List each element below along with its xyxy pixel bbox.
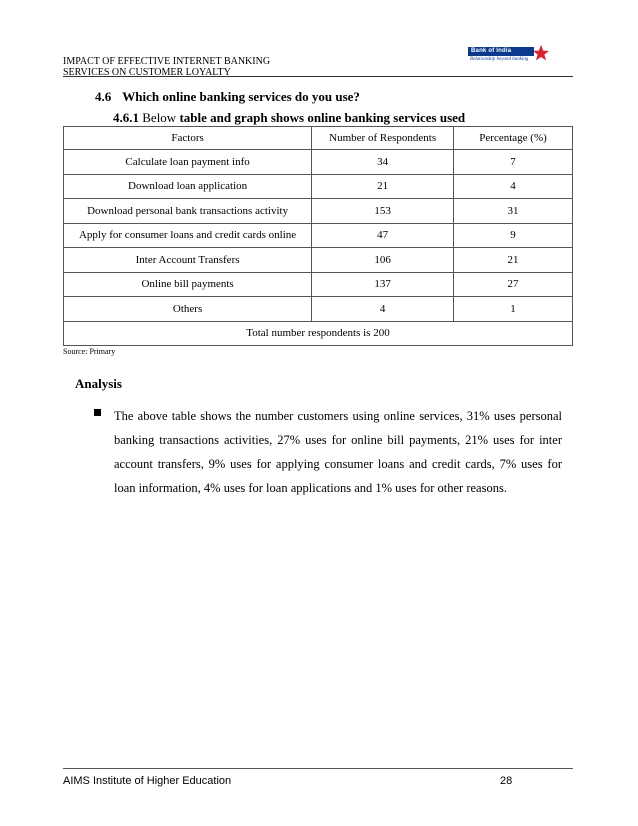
subsection-heading bbox=[113, 110, 465, 126]
percentage-cell: 7 bbox=[454, 150, 573, 175]
table-row bbox=[64, 297, 573, 322]
table-row bbox=[64, 199, 573, 224]
table-row bbox=[64, 272, 573, 297]
header-divider bbox=[63, 76, 573, 77]
source-note: Source: Primary bbox=[63, 347, 116, 356]
logo-tagline: Relationship beyond banking bbox=[470, 57, 529, 62]
factor-cell: Inter Account Transfers bbox=[64, 248, 312, 273]
section-number: 4.6 bbox=[95, 89, 112, 104]
percentage-cell: 31 bbox=[454, 199, 573, 224]
table-row bbox=[64, 248, 573, 273]
respondents-cell: 153 bbox=[312, 199, 454, 224]
table-row bbox=[64, 150, 573, 175]
respondents-cell: 21 bbox=[312, 174, 454, 199]
table-row bbox=[64, 223, 573, 248]
footer-divider bbox=[63, 768, 573, 769]
factor-cell: Apply for consumer loans and credit cards online bbox=[64, 223, 312, 248]
analysis-text: The above table shows the number customers using online services, 31% uses personal banking transactions activities, 27% uses for online bill payments, 21% uses for inter account transfers, 9% uses for applying consumer loans and credit cards, 7% uses for loan information, 4% uses for loan applications and 1% uses for other reasons. bbox=[114, 409, 562, 495]
star-icon bbox=[532, 44, 550, 62]
respondents-cell: 137 bbox=[312, 272, 454, 297]
logo-wordmark: Bank of India bbox=[468, 47, 534, 56]
services-table bbox=[63, 126, 573, 346]
footer-institute: AIMS Institute of Higher Education bbox=[63, 775, 232, 787]
running-header-line1: IMPACT OF EFFECTIVE INTERNET BANKING bbox=[63, 56, 271, 67]
factor-cell: Online bill payments bbox=[64, 272, 312, 297]
table-row bbox=[64, 174, 573, 199]
table-header-row bbox=[64, 127, 573, 150]
respondents-cell: 4 bbox=[312, 297, 454, 322]
percentage-cell: 21 bbox=[454, 248, 573, 273]
column-header-respondents: Number of Respondents bbox=[312, 127, 454, 150]
respondents-cell: 47 bbox=[312, 223, 454, 248]
factor-cell: Others bbox=[64, 297, 312, 322]
running-header bbox=[63, 56, 303, 78]
factor-cell: Download personal bank transactions activity bbox=[64, 199, 312, 224]
factor-cell: Calculate loan payment info bbox=[64, 150, 312, 175]
subsection-word: Below bbox=[142, 110, 177, 125]
column-header-factors: Factors bbox=[64, 127, 312, 150]
column-header-percentage: Percentage (%) bbox=[454, 127, 573, 150]
subsection-number: 4.6.1 bbox=[113, 110, 139, 125]
page-number: 28 bbox=[500, 775, 513, 787]
section-title: Which online banking services do you use? bbox=[122, 89, 360, 104]
table-total-row bbox=[64, 321, 573, 346]
percentage-cell: 4 bbox=[454, 174, 573, 199]
respondents-cell: 34 bbox=[312, 150, 454, 175]
respondents-cell: 106 bbox=[312, 248, 454, 273]
section-heading bbox=[95, 89, 360, 105]
factor-cell: Download loan application bbox=[64, 174, 312, 199]
percentage-cell: 9 bbox=[454, 223, 573, 248]
percentage-cell: 27 bbox=[454, 272, 573, 297]
bank-of-india-logo bbox=[468, 44, 552, 66]
percentage-cell: 1 bbox=[454, 297, 573, 322]
total-cell: Total number respondents is 200 bbox=[64, 321, 573, 346]
square-bullet-icon bbox=[94, 409, 101, 416]
running-header-line2: SERVICES ON CUSTOMER LOYALTY bbox=[63, 67, 231, 78]
subsection-title: table and graph shows online banking services used bbox=[179, 110, 466, 125]
analysis-heading: Analysis bbox=[75, 376, 122, 391]
